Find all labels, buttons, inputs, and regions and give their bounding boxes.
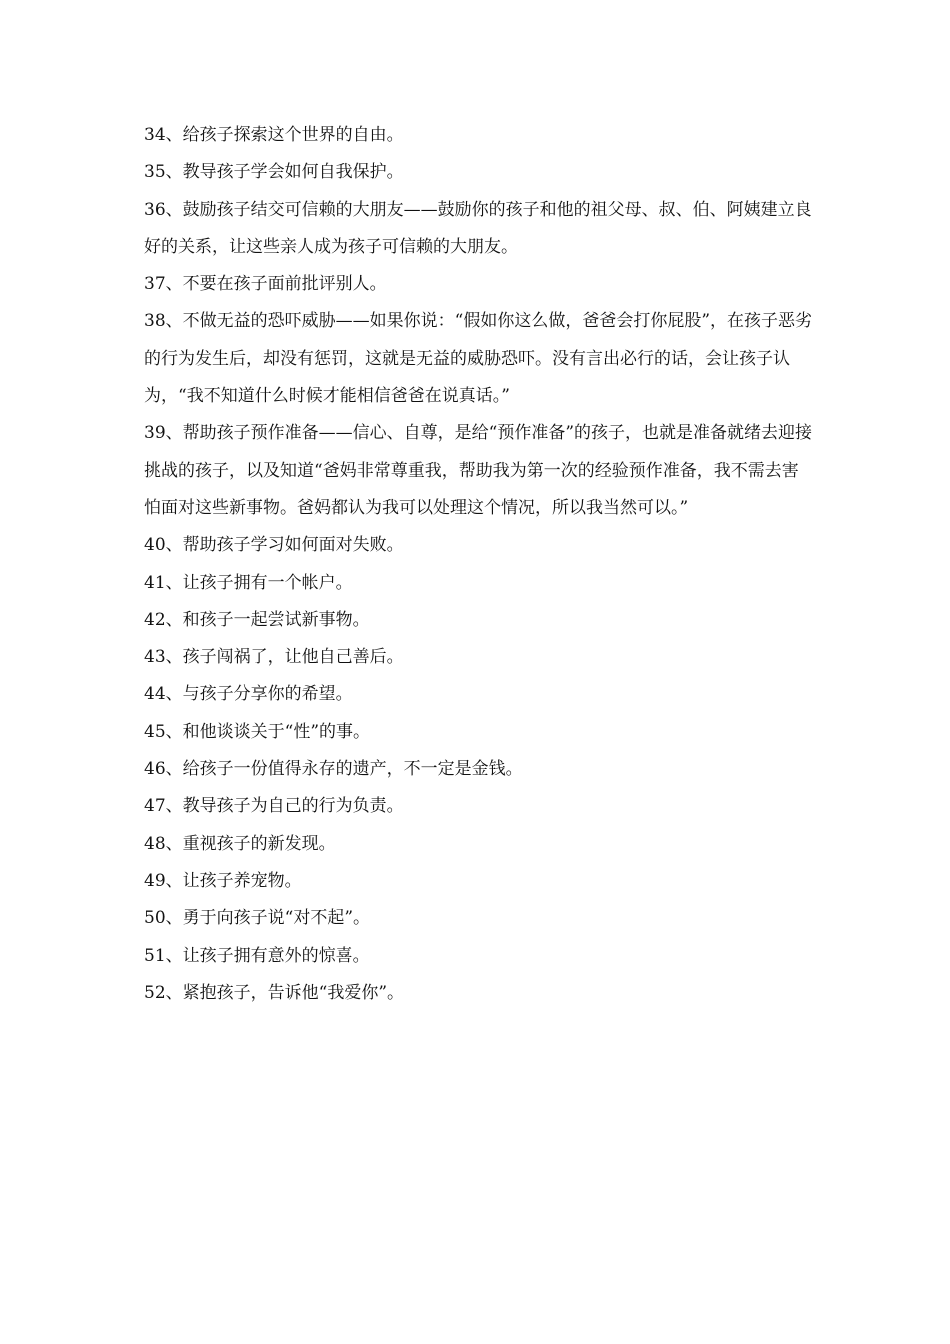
list-item-34: 34、给孩子探索这个世界的自由。: [144, 125, 404, 145]
list-item-42: 42、和孩子一起尝试新事物。: [144, 609, 370, 630]
list-item-35: 35、教导孩子学会如何自我保护。: [144, 162, 404, 183]
document-body: [144, 117, 814, 1012]
list-item-47: 47、教导孩子为自己的行为负责。: [144, 796, 404, 817]
list-item-38: 38、不做无益的恐吓威胁——如果你说：“假如你这么做，爸爸会打你屁股”，在孩子恶劣的行为发生后，却没有惩罚，这就是无益的威胁恐吓。没有言出必行的话，会让孩子认为，“我不知道什么时候才能相信爸爸在说真话。”: [144, 311, 813, 407]
list-item-43: 43、孩子闯祸了，让他自己善后。: [144, 647, 404, 668]
list-item-50: 50、勇于向孩子说“对不起”。: [144, 908, 371, 929]
list-item-40: 40、帮助孩子学习如何面对失败。: [144, 535, 404, 556]
list-item-41: 41、让孩子拥有一个帐户。: [144, 572, 353, 593]
list-item-37: 37、不要在孩子面前批评别人。: [144, 274, 387, 295]
list-item-52: 52、紧抱孩子，告诉他“我爱你”。: [144, 982, 405, 1003]
list-item-46: 46、给孩子一份值得永存的遗产，不一定是金钱。: [144, 759, 523, 780]
list-item-49: 49、让孩子养宠物。: [144, 870, 302, 891]
list-item-45: 45、和他谈谈关于“性”的事。: [144, 721, 371, 742]
list-item-39: 39、帮助孩子预作准备——信心、自尊，是给“预作准备”的孩子，也就是准备就绪去迎接挑战的孩子，以及知道“爸妈非常尊重我，帮助我为第一次的经验预作准备，我不需去害怕面对这些新事物。爸妈都认为我可以处理这个情况，所以我当然可以。”: [144, 423, 813, 518]
list-item-51: 51、让孩子拥有意外的惊喜。: [144, 945, 370, 966]
list-item-48: 48、重视孩子的新发现。: [144, 833, 336, 854]
list-item-36: 36、鼓励孩子结交可信赖的大朋友——鼓励你的孩子和他的祖父母、叔、伯、阿姨建立良好的关系，让这些亲人成为孩子可信赖的大朋友。: [144, 199, 812, 257]
list-item-44: 44、与孩子分享你的希望。: [144, 684, 353, 705]
